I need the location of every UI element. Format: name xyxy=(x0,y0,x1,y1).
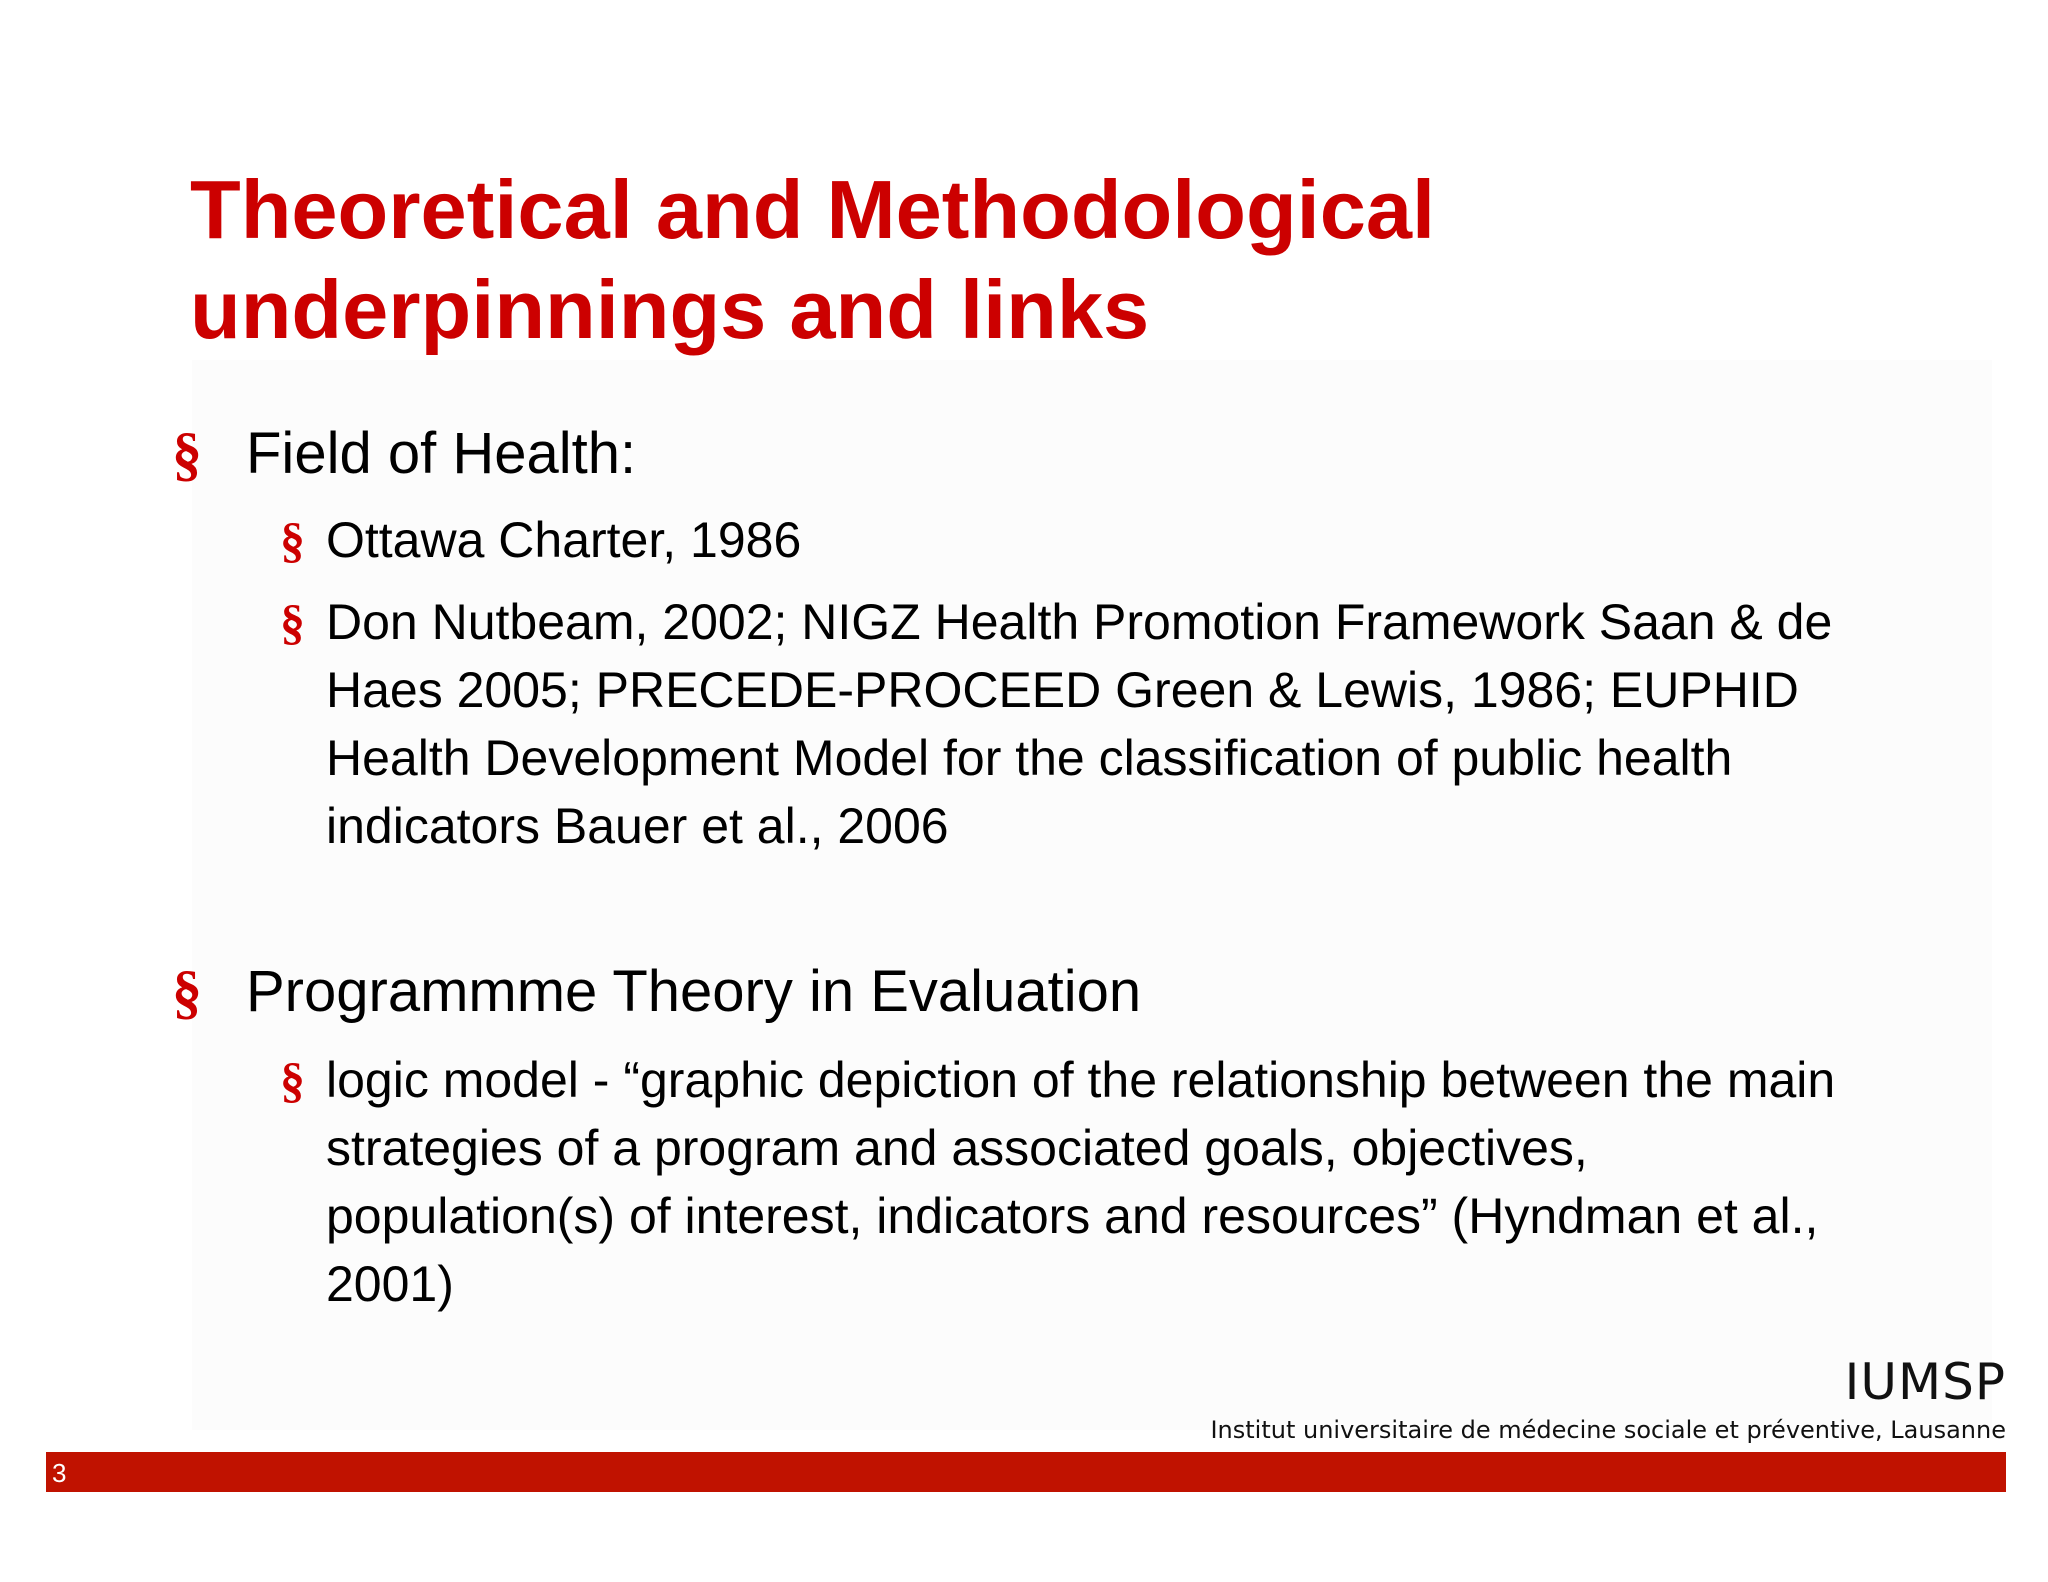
sub-bullet-text: Don Nutbeam, 2002; NIGZ Health Promotion Framework Saan & de Haes 2005; PRECEDE-PROCEED Green & Lewis, 1986; EUPHID Health Development Model for the classification of public health indicators Bauer et al., 2006 xyxy=(326,594,1833,854)
page-number: 3 xyxy=(52,1458,67,1488)
sub-bullet-text: Ottawa Charter, 1986 xyxy=(326,512,802,568)
sub-bullet-logic-model xyxy=(280,1046,1860,1318)
institute-tagline: Institut universitaire de médecine sociale et préventive, Lausanne xyxy=(1210,1416,2006,1444)
slide-title xyxy=(190,160,1890,360)
bullet-heading: Field of Health: xyxy=(246,421,637,486)
section-bullet-icon: § xyxy=(172,959,202,1025)
sub-bullet-icon: § xyxy=(280,1052,305,1108)
slide-title-line-2: underpinnings and links xyxy=(190,263,1150,356)
section-bullet-icon: § xyxy=(172,421,202,487)
sub-bullet-text: logic model - “graphic depiction of the relationship between the main strategies of a program and associated goals, objectives, population(s) of interest, indicators and resources” (Hyndman et al., 2001) xyxy=(326,1052,1836,1312)
sub-bullet-icon: § xyxy=(280,512,305,568)
institute-branding xyxy=(1210,1354,2006,1446)
sub-bullet-ottawa-charter xyxy=(280,506,1860,574)
footer-bar xyxy=(46,1452,2006,1492)
sub-bullet-health-models xyxy=(280,588,1860,860)
sub-bullet-icon: § xyxy=(280,594,305,650)
iumsp-logo: IUMSP xyxy=(1844,1353,2006,1411)
bullet-heading: Programmme Theory in Evaluation xyxy=(246,959,1142,1024)
slide-title-line-1: Theoretical and Methodological xyxy=(190,163,1436,256)
